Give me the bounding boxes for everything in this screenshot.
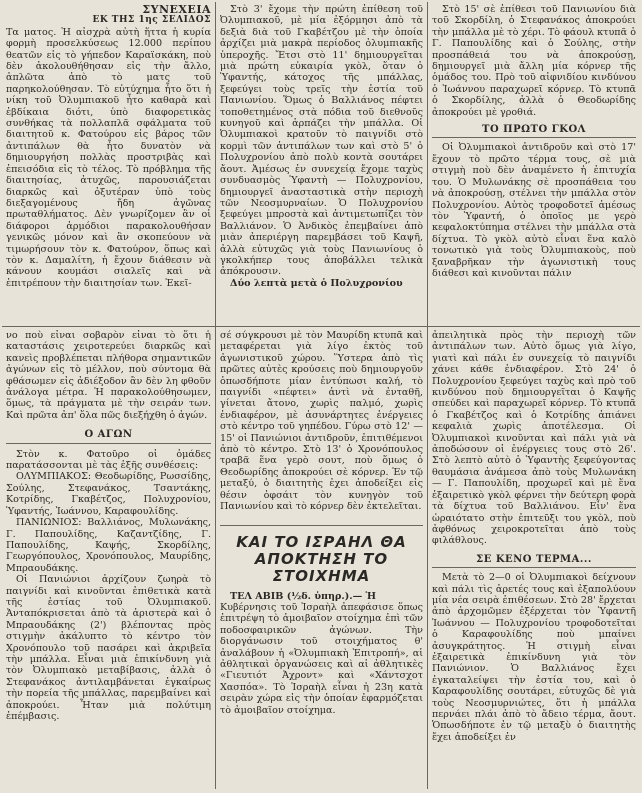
article-text: Οἱ Πανιώνιοι ἀρχίζουν ζωηρὰ τὸ παιγνίδι καὶ κινοῦνται ἐπιθετικὰ κατὰ τῆς ἑστίας τοῦ Ὀλυμπιακοῦ. Ἀνταπόκρισεται ἀπὸ τὰ ἀριστερὰ καὶ ὁ Μπραουδάκης (2') βλέποντας πρὸς στιγμὴν ἀκάλυπτο τὸ κέντρο τὸν Χρονόπουλο τοῦ πασάρει καὶ ἀκριβεῖα τὴν μπάλλα. Εἶναι μιὰ ἐπικίνδυνη γιὰ τὸν Ὀλυμπιακὸ μεταβίβασις, ἀλλὰ ὁ Στεφανάκος ἀντιλαμβάνεται ἐγκαίρως τὴν πορεία τῆς μπάλλας, παρεμβαίνει καὶ ἀποκρούει. Ἦταν μιὰ πολύτιμη ἐπέμβασις. — [6, 574, 211, 722]
article-text: ἀπειλητικὰ πρὸς τὴν περιοχὴ τῶν ἀντιπάλων των. Αὐτὸ ὅμως γιὰ λίγο, γιατὶ καὶ πάλι ἐν συνεχείᾳ τὸ παιγνίδι χάνει κάθε ἐνδιαφέρον. Στὸ 24' ὁ Πολυχρονίου ξεφεύγει ταχὺς καὶ πρὸ τοῦ κινδύνου ποὺ δημιουργεῖται ὁ Καψῆς σπεύδει καὶ παραχωρεῖ κόρνερ. Τὸ κτυπᾶ ὁ Γκαβέτζος καὶ ὁ Κοτρίδης ἀπιάνει κεφαλιὰ χωρὶς ἀποτέλεσμα. Οἱ Ὀλυμπιακοὶ κινοῦνται καὶ πάλι γιὰ νὰ ἀποδώσουν οἱ ἐνέργειες τους στὸ 26'. Στὸ λεπτὸ αὐτὸ ὁ Ὑφαντὴς ξεφεύγοντας θαυμάσια ἀνάμεσα ἀπὸ τοὺς Μυλωνάκη — Γ. Παπουλίδη, προχωρεῖ καὶ μὲ ἕνα ἐξαιρετικὸ γκὸλ φέρνει τὴν δεύτερη φορὰ τὰ δίχτυα τοῦ Βαλλιάνου. Εἶν' ἕνα ὡραιότατο στὴν ἐπιτεῦξι του γκὸλ, ποὺ ἀφθόνως χειροκροτεῖται ἀπὸ τοὺς φιλάθλους. — [432, 330, 636, 547]
column-1-bottom — [6, 330, 211, 790]
section-rule — [2, 326, 640, 327]
article-text: Στὸν κ. Φατοῦρο οἱ ὁμάδες παρατάσσονται μὲ τὰς ἑξῆς συνθέσεις: — [6, 448, 211, 472]
column-3-bottom — [432, 330, 636, 790]
continued-heading: ΣΥΝΕΧΕΙΑ — [142, 4, 211, 16]
section-heading: ΣΕ ΚΕΝΟ ΤΕΡΜΑ... — [432, 554, 636, 568]
continued-subheading: ΕΚ ΤΗΣ 1ης ΣΕΛΙΔΟΣ — [92, 15, 211, 26]
israel-box — [220, 525, 423, 716]
article-text: Στὸ 3' ἔχομε τὴν πρώτη ἐπίθεση τοῦ Ὀλυμπιακοῦ, μὲ μία ἐξόρμησι ἀπὸ τὰ δεξιὰ διὰ τοῦ Γκαβέτζου μὲ τὴν ὁποία ἀρχίζει μιὰ μακρὰ περίοδος ὀλυμπιακῆς ὑπεροχῆς. Ἔτσι στὸ 11' δημιουργεῖται μιὰ πρώτη εὐκαιρία γκὸλ, ὅταν ὁ Ὑφαντής, κάτοχος τῆς μπάλλας, ξεφεύγει τοὺς τρεῖς τὴν ἑστία τοῦ Πανιωνίου. Ὅμως ὁ Βαλλιάνος πέφτει τοποθετημένος στὰ πόδια τοῦ διεθνοῦς κυνηγοῦ καὶ ἁρπάζει τὴν μπάλλα. Οἱ Ὀλυμπιακοὶ κρατοῦν τὸ παιγνίδι στὸ κορμὶ τῶν ἀντιπάλων των καὶ στὸ 5' ὁ Πολυχρονίου ἀπὸ πολὺ κοντὰ σουτάρει ἄουτ. Ἀμέσως ἐν συνεχείᾳ ἔχομε ταχὺς συνδυασμὸς Ὑφαντὴ — Πολυχρονίου, δημιουργεῖ ἀνασταστικὰ στὴν περιοχὴ τῶν Νεοσμυρναίων. Ὁ Πολυχρονίου ξεφεύγει μπροστὰ καὶ ἀντιμετωπίζει τὸν Βαλλιάνον. Ὁ Ἀνδικὸς ἐπεμβαίνει ἀπὸ μιὰν ἀπεριέργη παρεμβάσει τοῦ Καψῆ, ἀλλὰ εὐτυχῶς γιὰ τοὺς Πανιωνίους ὁ γκολκήπερ τους ἀποβάλλει τελικὰ ἀπόκρουσιν. — [220, 4, 423, 278]
article-text: Μετὰ τὸ 2—0 οἱ Ὀλυμπιακοὶ δείχνουν καὶ πάλι τὶς ἀρετές τους καὶ ἐξαπολύουν μία νέα σειρὰ ἐπιθέσεων. Στὸ 28' ἔρχεται ἀπὸ ἀρχομῶμεν ἐξέρχεται τὸν Ὑφαντῆ Ἰωάννου — Πολυχρονίου τροφοδοτεῖται ὁ Καραφουλίδης ποὺ μπαίνει ἀσυγκράτητος. Ἡ στιγμὴ εἶναι ἐξαιρετικὰ ἐπικίνδυνη γιὰ τὸν Πανιώνιον. Ὁ Βαλλιάνος ἔχει ἐγκαταλείψει τὴν ἑστία του, καὶ ὁ Καραφουλίδης σουτάρει, εὐτυχῶς δὲ γιὰ τοὺς Νεοσμυρνιώτες, ὅτι ἡ μπάλλα περνάει πλάι ἀπὸ τὸ ἄδειο τέρμα, ἄουτ. Ὁπωσδήποτε ἐν τῷ μεταξὺ ὁ διαιτητὴς ἔχει ἀποδείξει ἐν — [432, 572, 636, 743]
article-text: Οἱ Ὀλυμπιακοὶ ἀντιδροῦν καὶ στὸ 17' ἔχουν τὸ πρῶτο τέρμα τους, σὲ μιὰ στιγμὴ ποὺ δὲν ἀναμένετο ἡ ἐπιτυχία του. Ὁ Μυλωνάκης σὲ προσπάθεια του νὰ ἀποκρούσῃ, στέλνει τὴν μπάλλα στὸν Πολυχρονίου. Αὐτὸς τροφοδοτεῖ ἀμέσως τὸν Ὑφαντή, ὁ ὁποῖος με γερὸ κεφαλοκτύπημα στέλνει τὴν μπάλλα στὰ δίχτυα. Τὸ γκὸλ αὐτὸ εἶναι ἕνα καλὸ τονωτικὸ γιὰ τοὺς Ὀλυμπιακοὺς, ποὺ ξαναβρῆκαν τὴν ἀγωνιστικὴ τους διάθεσι καὶ κινοῦνται πάλιν — [432, 142, 636, 279]
article-text: Τα ματος. Ἡ αἰσχρὰ αὐτὴ ἥττα ἡ κυρία φορμὴ προσελκύσεως 12.000 περίπου θεατῶν εἰς τὸ γήπεδον Καραϊσκάκη, ποὺ δὲν ἀκολουθήθησαν εἰς τὴν ἄλλο, ἁπλῶτα ἀπὸ τὸ ματς τοῦ παρηκολούθησαν. Τὸ εὐτύχημα ἦτο ὅτι ἡ νίκη τοῦ Ὀλυμπιακοῦ ἦτο καθαρὰ καὶ ἐβδίκαια διότι, ὑπὸ διαφορετικὰς συνθήκας τὰ πολλαπλᾶ σφάλματα τοῦ διαιτητοῦ κ. Φατούρου εἰς βάρος τῶν ἀντιπάλων θὰ ἦτο δυνατὸν νὰ δημιουργήση πολλὰς προστριβὰς καὶ ἐπεισόδια εἰς τὸ τέλος. Τὸ πρόβλημα τῆς διαιτησίας, ἀτυχῶς, παρουσιάζεται διαρκῶς καὶ ὀξυτέραν ὑπὸ τοὺς διεξαγομένους ἤδη ἀγῶνας πρωταθλήματος. Δὲν γνωρίζομεν ἂν οἱ διάφοροι ἁρμόδιοι παρακολουθήσαν γενικῶς μόνον καὶ ἂν σκοπεύουν νὰ τιμωρήσουν τὸν κ. Φατούρον, ὅπως καὶ τὸν κ. Δαμαλίτη, ἡ ἔχουν διάθεσιν νὰ κάνουν κουμάσι σιαλεῖς καὶ νὰ ἐπιτρέπουν τὴν διαιτησίαν των. Ἐκεῖ- — [6, 26, 211, 289]
column-2-bottom — [220, 330, 423, 790]
box-text: Κυβέρνησις τοῦ Ἰσραὴλ ἀπεφάσισε ὅπως ἐπιτρέψη τὸ ἀμοιβαῖον στοίχημα ἐπὶ τῶν ποδοσφαιρικῶν ἀγώνων. Τὴν διοργάνωσιν τοῦ στοιχήματος θ' ἀναλάβουν ἡ «Ὀλυμπιακὴ Ἐπιτροπή», αἱ ἀθλητικαὶ ὀργανώσεις καὶ αἱ ἀθλητικὲς «Γιευτιότ Ἀχροντ» καὶ «Χάντσχοτ Χασπόα». Τὸ Ἰσραὴλ εἶναι ἡ 23η κατὰ σειρὰν χώρα εἰς τὴν ὁποίαν ἐφαρμόζεται τὸ ἀμοιβαῖον στοίχημα. — [220, 601, 423, 716]
column-rule — [427, 2, 428, 789]
section-heading: Ο ΑΓΩΝ — [6, 429, 211, 443]
column-rule — [215, 2, 216, 789]
lineup-olympiacos: ΟΛΥΜΠΙΑΚΟΣ: Θεοδωρίδης, Ρωσσίδης, Σούλης, Στεφανάκος, Τσαντάκης, Κοτρίδης, Γκαβέτζος, Πολυχρονίου, Ὑφαντής, Ἰωάννου, Καραφουλίδης. — [6, 471, 211, 517]
box-dateline: ΤΕΛ ΑΒΙΒ (½δ. ὑπηρ.).— Ἡ — [230, 590, 377, 602]
box-headline: ΚΑΙ ΤΟ ΙΣΡΑΗΛ ΘΑ ΑΠΟΚΤΗΣΗ ΤΟ ΣΤΟΙΧΗΜΑ — [236, 532, 407, 585]
column-2-top — [220, 4, 423, 324]
column-3-top — [432, 4, 636, 324]
section-heading: ΤΟ ΠΡΩΤΟ ΓΚΟΛ — [432, 124, 636, 138]
column-1-top — [6, 4, 211, 324]
article-text: Δύο λεπτὰ μετὰ ὁ Πολυχρονίου — [230, 277, 403, 289]
article-text: νο ποὺ εἶναι σοβαρὸν εἶναι τὸ ὅτι ἡ καταστάσις χειροτερεύει διαρκῶς καὶ κανεὶς προβλέπεται πλήθορα σημαντικῶν ἀγώνων εἰς τὸ μέλλον, ποὺ σύντομα θὰ φθάσωμεν εἰς ἀδιέξοδον ἂν δὲν λη φθοῦν ἀνάλογα μέτρα. Ἡ παρακολούθησωμεν, ὅμως, τὰ πράγματα μὲ τὴν σειράν των. Καὶ πρῶτα ἀπ' ὅλα πῶς διεξήχθη ὁ ἀγών. — [6, 330, 211, 421]
article-text: σέ σύγκρουσι μὲ τὸν Μαυρίδη κτυπᾶ καὶ μεταφέρεται γιὰ λίγο ἐκτὸς τοῦ ἀγωνιστικοῦ χώρου. Ὕστερα ἀπὸ τὶς πρῶτες αὐτὲς κρούσεις ποὺ δημιουργοῦν ὁπωσδήποτε μίαν ἐντύπωσι καλή, τὸ παιγνίδι «πέφτει» ἀντὶ νὰ ἐνταθῆ, γίνεται ἄτονο, χωρὶς παλμό, χωρὶς ἐνδιαφέρον, μὲ ἀσυνάρτητες ἐνέργειες στὸ κέντρο τοῦ γηπέδου. Γύρω στὸ 12' — 15' οἱ Πανιώνιοι ἀντιδροῦν, ἐπιτιθέμενοι ἀπὸ τὸ κέντρο. Στὸ 13' ὁ Χρονόπουλος τραβᾶ ἕνα γερὸ σουτ, ποὺ ὅμως ὁ Θεοδωρίδης ἀποκρούει σὲ κόρνερ. Ἐν τῷ μεταξύ, ὁ διαιτητὴς ἐχει ἀποδείξει εἰς θέσιν ὀφσάιτ τὸν κυνηγὸν τοῦ Πανιωνίου καὶ τὸ κόρνερ δὲν ἐκτελεῖται. — [220, 330, 423, 513]
article-text: Στὸ 15' σὲ ἐπίθεσι τοῦ Πανιωνίου διὰ τοῦ Σκορδίλη, ὁ Στεφανάκος ἀποκρούει τὴν μπάλλα μὲ τὸ χέρι. Τὸ φάουλ κτυπᾶ ὁ Γ. Παπουλίδης καὶ ὁ Σούλης, στὴν προσπάθειά του νὰ ἀποκρούσῃ, δημιουργεῖ μιὰ ἄλλη μία κόρνερ τῆς ὁμάδος του. Πρὸ τοῦ αἰφνιδίου κινδύνου ὁ Ἰωάννου παραχωρεῖ κόρνερ. Τὸ κτυπᾶ ὁ Σκορδίλης, ἀλλὰ ὁ Θεοδωρίδης ἀποκρούει μὲ γροθιά. — [432, 4, 636, 118]
lineup-panionios: ΠΑΝΙΩΝΙΟΣ: Βαλλιάνος, Μυλωνάκης, Γ. Παπουλίδης, Καζαντζίδης, Γ. Παπουλίδης, Καψής, Σκορδίλης, Γεωργόπουλος, Χρονόπουλος, Μαυρίδης, Μπραουδάκης. — [6, 517, 211, 574]
